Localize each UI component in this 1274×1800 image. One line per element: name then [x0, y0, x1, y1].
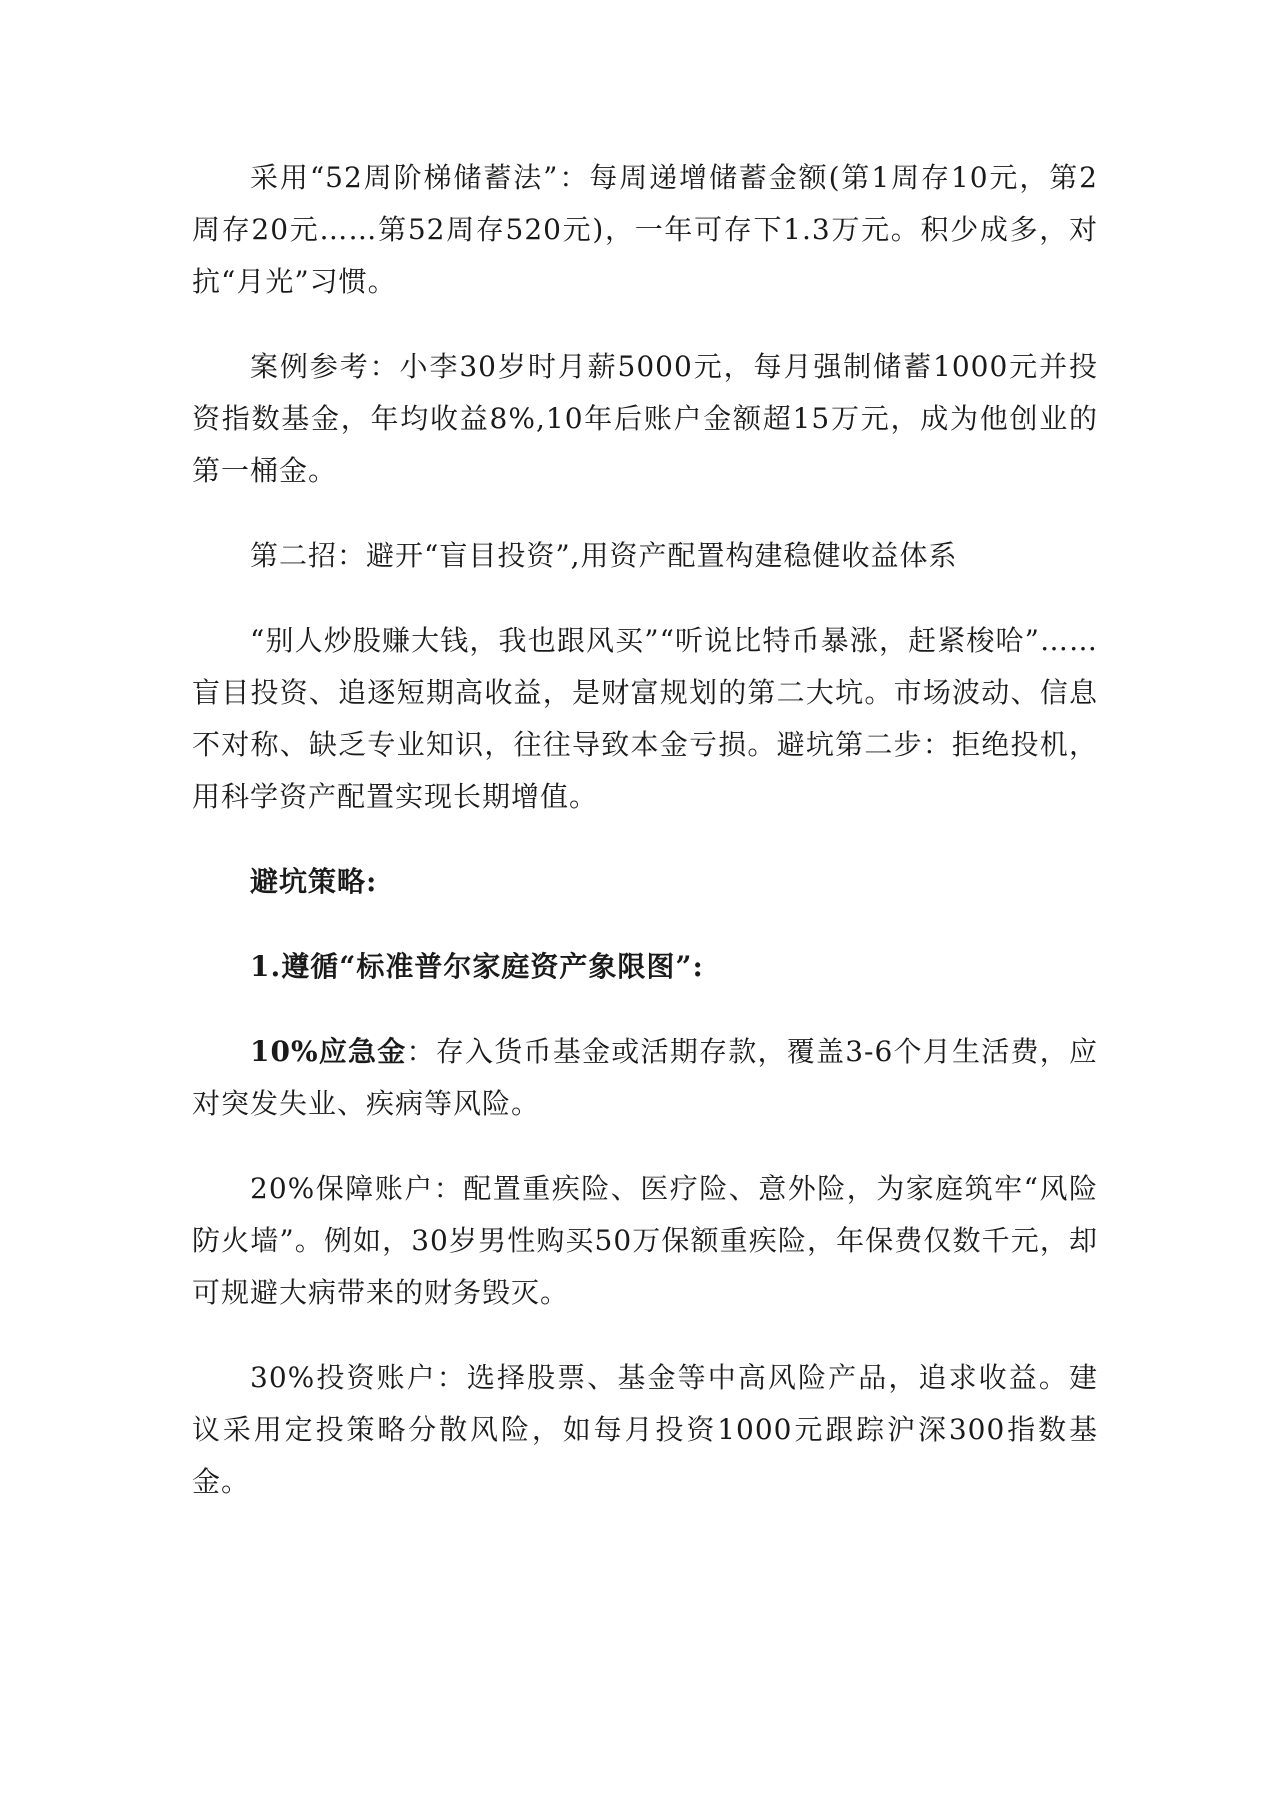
emergency-fund-label: 10%应急金 — [250, 1035, 407, 1068]
paragraph-emergency-fund — [192, 1026, 1098, 1130]
paragraph-case-reference: 案例参考：小李30岁时月薪5000元，每月强制储蓄1000元并投资指数基金，年均收益8%,10年后账户金额超15万元，成为他创业的第一桶金。 — [192, 350, 1098, 487]
paragraph-strategy-heading: 避坑策略: — [250, 865, 378, 898]
paragraph-investment-account: 30%投资账户：选择股票、基金等中高风险产品，追求收益。建议采用定投策略分散风险，如每月投资1000元跟踪沪深300指数基金。 — [192, 1361, 1098, 1498]
paragraph-blind-investment: “别人炒股赚大钱，我也跟风买”“听说比特币暴涨，赶紧梭哈”……盲目投资、追逐短期高收益，是财富规划的第二大坑。市场波动、信息不对称、缺乏专业知识，往往导致本金亏损。避坑第二步：拒绝投机，用科学资产配置实现长期增值。 — [192, 624, 1098, 813]
document-body — [192, 152, 1098, 1541]
paragraph-protection-account: 20%保障账户：配置重疾险、医疗险、意外险，为家庭筑牢“风险防火墙”。例如，30岁男性购买50万保额重疾险，年保费仅数千元，却可规避大病带来的财务毁灭。 — [192, 1172, 1098, 1309]
emergency-fund-text: ：存入货币基金或活期存款，覆盖3-6个月生活费，应对突发失业、疾病等风险。 — [192, 1035, 1098, 1120]
paragraph-52-week-savings: 采用“52周阶梯储蓄法”：每周递增储蓄金额(第1周存10元，第2周存20元……第52周存520元)，一年可存下1.3万元。积少成多，对抗“月光”习惯。 — [192, 161, 1098, 298]
paragraph-second-tip-heading: 第二招：避开“盲目投资”,用资产配置构建稳健收益体系 — [250, 539, 958, 572]
paragraph-sp-quadrant-heading: 1.遵循“标准普尔家庭资产象限图”: — [250, 950, 704, 983]
